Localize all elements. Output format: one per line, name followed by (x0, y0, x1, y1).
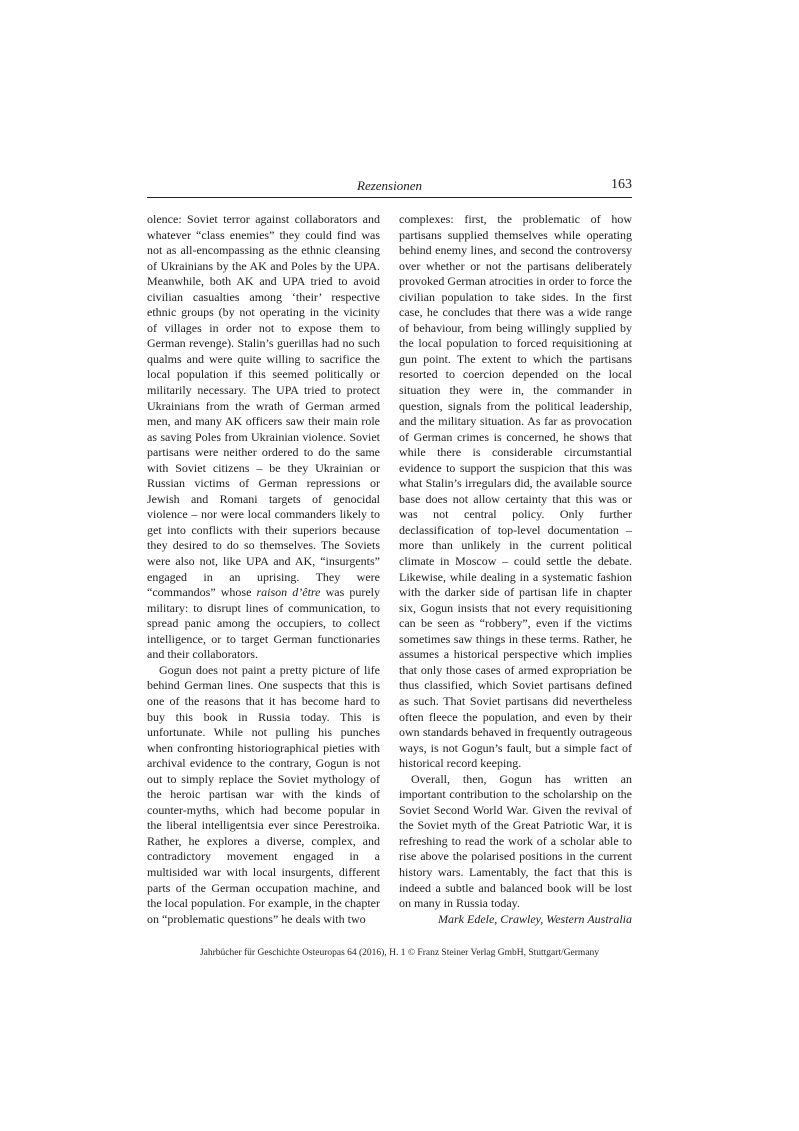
paragraph-text: was purely military: to disrupt lines of communication, to spread panic among the occupiers, to collect intelligence, or to target German functionaries and their collaborators. (147, 585, 380, 662)
paragraph: complexes: first, the problematic of how partisans supplied themselves while operating behind enemy lines, and second the controversy over whether or not the partisans deliberately provoked German atrocities in order to force the civilian population to take sides. In the first case, he concludes that there was a wide range of behaviour, from being willingly supplied by the local population to forced requisitioning at gun point. The extent to which the partisans resorted to coercion depended on the local situation they were in, the commander in question, signals from the political leadership, and the military situation. As far as provocation of German crimes is concerned, he shows that while there is considerable circumstantial evidence to support the suspicion that this was what Stalin’s irregulars did, the available source base does not allow certainty that this was or was not central policy. Only further declassification of top-level documentation – more than unlikely in the current political climate in Moscow – could settle the debate. Likewise, while dealing in a systematic fashion with the darker side of partisan life in chapter six, Gogun insists that not every requisitioning can be seen as “robbery”, even if the victims sometimes saw things in these terms. Rather, he assumes a historical perspective which implies that only those cases of armed expropriation be thus classified, which Soviet partisans defined as such. That Soviet partisans did nevertheless often fleece the population, and even by their own standards behaved in frequently outrageous ways, is not Gogun’s fault, but a simple fact of historical record keeping. (399, 212, 632, 771)
paragraph (147, 212, 380, 663)
section-title: Rezensionen (357, 178, 422, 193)
journal-citation: Jahrbücher für Geschichte Osteuropas 64 (2016), H. 1 © Franz Steiner Verlag GmbH, Stuttgart/Germany (199, 948, 600, 958)
italic-phrase: raison d’être (256, 585, 321, 600)
paragraph: Overall, then, Gogun has written an important contribution to the scholarship on the Soviet Second World War. Given the revival of the Soviet myth of the Great Patriotic War, it is refreshing to read the work of a scholar able to rise above the polarised positions in the current history wars. Lamentably, the fact that this is indeed a subtle and balanced book will be lost on many in Russia today. (399, 771, 632, 911)
paragraph-text: olence: Soviet terror against collaborators and whatever “class enemies” they could find was not as all-encompassing as the ethnic cleansing of Ukrainians by the AK and Poles by the UPA. Meanwhile, both AK and UPA tried to avoid civilian casualties among ‘their’ respective ethnic groups (by not operating in the vicinity of villages in order not to expose them to German revenge). Stalin’s guerillas had no such qualms and were quite willing to sacrifice the local population if this seemed politically or militarily necessary. The UPA tried to protect Ukrainians from the wrath of German armed men, and many AK officers saw their main role as saving Poles from Ukrainian violence. Soviet partisans were neither ordered to do the same with Soviet citizens – be they Ukrainian or Russian victims of German repressions or Jewish and Romani targets of genocidal violence – nor were local commanders likely to get into conflicts with their superiors because they desired to do so themselves. The Soviets were also not, like UPA and AK, “insurgents” engaged in an uprising. They were “commandos” whose (147, 212, 380, 600)
page-number: 163 (611, 177, 632, 192)
left-column (147, 212, 380, 927)
paragraph: Gogun does not paint a pretty picture of life behind German lines. One suspects that this is one of the reasons that it has become hard to buy this book in Russia today. This is unfortunate. While not pulling his punches when confronting historiographical pieties with archival evidence to the contrary, Gogun is not out to simply replace the Soviet mythology of the heroic partisan war with the kinds of counter-myths, which had become popular in the liberal intelligentsia ever since Perestroika. Rather, he explores a diverse, complex, and contradictory movement engaged in a multisided war with local insurgents, different parts of the German occupation machine, and the local population. For example, in the chapter on “problematic questions” he deals with two (147, 662, 380, 926)
reviewer-signature: Mark Edele, Crawley, Western Australia (438, 911, 632, 926)
right-column (399, 212, 632, 927)
running-header (147, 177, 632, 198)
